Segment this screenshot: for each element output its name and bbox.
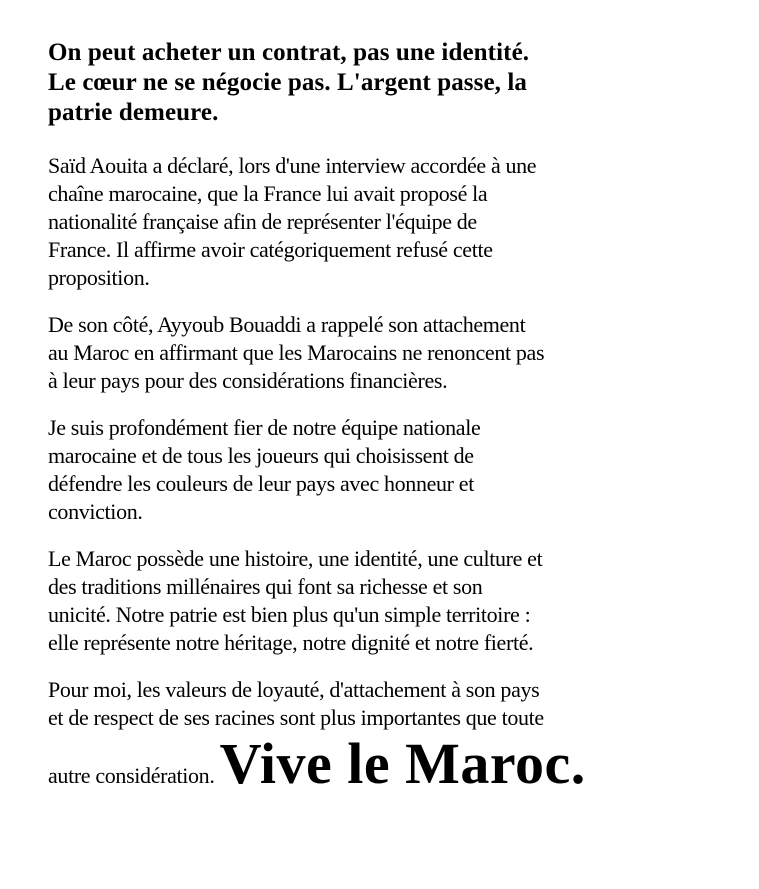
paragraph-heritage — [48, 545, 738, 657]
paragraph-bouaddi — [48, 311, 738, 395]
paragraph-line: Le Maroc possède une histoire, une identité, une culture et — [48, 546, 543, 571]
paragraph-line: unicité. Notre patrie est bien plus qu'un simple territoire : — [48, 602, 531, 627]
paragraph-line: proposition. — [48, 265, 150, 290]
headline — [48, 38, 738, 128]
paragraph-line: elle représente notre héritage, notre dignité et notre fierté. — [48, 630, 534, 655]
paragraph-line: Pour moi, les valeurs de loyauté, d'attachement à son pays — [48, 677, 540, 702]
paragraph-aouita — [48, 152, 738, 292]
paragraph-line: Saïd Aouita a déclaré, lors d'une interview accordée à une — [48, 153, 537, 178]
headline-line: Le cœur ne se négocie pas. L'argent passe, la — [48, 69, 528, 96]
paragraph-line: nationalité française afin de représenter l'équipe de — [48, 209, 477, 234]
paragraph-line: conviction. — [48, 499, 143, 524]
paragraph-line: défendre les couleurs de leur pays avec honneur et — [48, 471, 474, 496]
paragraph-values — [48, 676, 738, 802]
article — [48, 38, 738, 821]
paragraph-pride — [48, 414, 738, 526]
closing-slogan: Vive le Maroc. — [219, 731, 586, 796]
paragraph-line: à leur pays pour des considérations financières. — [48, 368, 448, 393]
paragraph-line: des traditions millénaires qui font sa richesse et son — [48, 574, 483, 599]
closing-lead: autre considération. — [48, 763, 215, 788]
paragraph-line: et de respect de ses racines sont plus importantes que toute — [48, 705, 544, 730]
paragraph-line: au Maroc en affirmant que les Marocains ne renoncent pas — [48, 340, 545, 365]
headline-line: patrie demeure. — [48, 99, 219, 126]
paragraph-line: France. Il affirme avoir catégoriquement refusé cette — [48, 237, 493, 262]
paragraph-line: Je suis profondément fier de notre équipe nationale — [48, 415, 481, 440]
closing-line — [48, 731, 738, 802]
paragraph-line: De son côté, Ayyoub Bouaddi a rappelé son attachement — [48, 312, 526, 337]
paragraph-line: chaîne marocaine, que la France lui avait proposé la — [48, 181, 488, 206]
headline-line: On peut acheter un contrat, pas une identité. — [48, 39, 530, 66]
paragraph-line: marocaine et de tous les joueurs qui choisissent de — [48, 443, 474, 468]
